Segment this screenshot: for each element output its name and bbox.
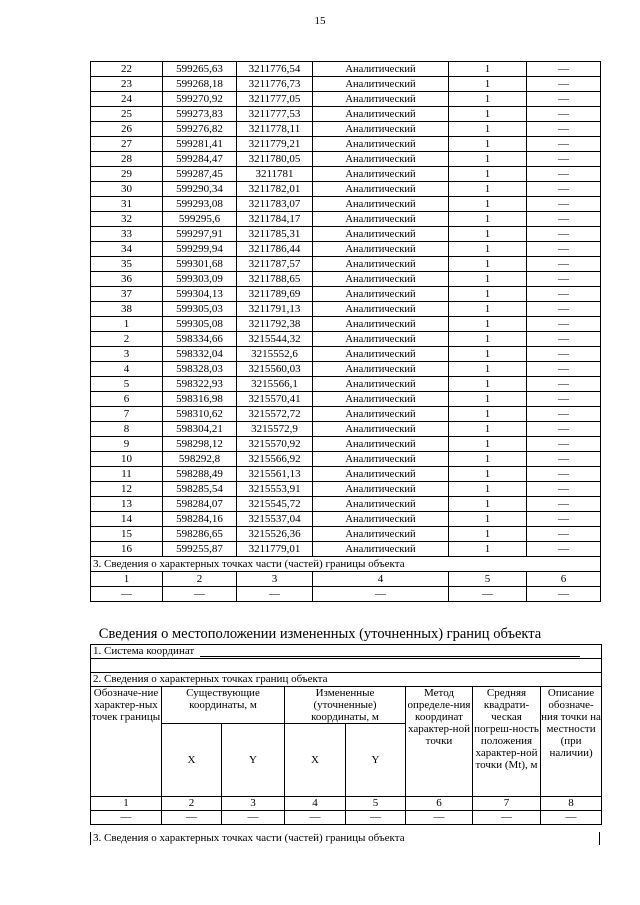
method-cell: Аналитический bbox=[313, 317, 449, 332]
description-cell: — bbox=[527, 167, 601, 182]
description-cell: — bbox=[527, 107, 601, 122]
column-number: 3 bbox=[237, 572, 313, 587]
point-number-cell: 15 bbox=[91, 527, 163, 542]
points-label-row bbox=[91, 673, 602, 687]
method-cell: Аналитический bbox=[313, 227, 449, 242]
coord-system-row bbox=[91, 645, 602, 659]
changed-x: X bbox=[285, 724, 346, 797]
table-row bbox=[91, 347, 601, 362]
point-number-cell: 5 bbox=[91, 377, 163, 392]
point-number-cell: 33 bbox=[91, 227, 163, 242]
dash-cell: — bbox=[237, 587, 313, 602]
description-cell: — bbox=[527, 272, 601, 287]
section3-row bbox=[91, 557, 601, 572]
table-row bbox=[91, 392, 601, 407]
point-number-cell: 9 bbox=[91, 437, 163, 452]
x-coord-cell: 599297,91 bbox=[163, 227, 237, 242]
x-coord-cell: 598332,04 bbox=[163, 347, 237, 362]
description-cell: — bbox=[527, 182, 601, 197]
x-coord-cell: 599284,47 bbox=[163, 152, 237, 167]
x-coord-cell: 598328,03 bbox=[163, 362, 237, 377]
point-number-cell: 35 bbox=[91, 257, 163, 272]
y-coord-cell: 3211785,31 bbox=[237, 227, 313, 242]
error-cell: 1 bbox=[449, 497, 527, 512]
point-number-cell: 26 bbox=[91, 122, 163, 137]
error-cell: 1 bbox=[449, 512, 527, 527]
description-cell: — bbox=[527, 452, 601, 467]
description-cell: — bbox=[527, 542, 601, 557]
y-coord-cell: 3211782,01 bbox=[237, 182, 313, 197]
y-coord-cell: 3211781 bbox=[237, 167, 313, 182]
method-cell: Аналитический bbox=[313, 437, 449, 452]
table-row bbox=[91, 482, 601, 497]
method-cell: Аналитический bbox=[313, 497, 449, 512]
point-number-cell: 7 bbox=[91, 407, 163, 422]
table-row bbox=[91, 227, 601, 242]
header-row-1 bbox=[91, 687, 602, 724]
method-cell: Аналитический bbox=[313, 212, 449, 227]
coord-system-underline bbox=[200, 645, 580, 657]
boundary-points-table bbox=[90, 61, 601, 602]
partial-points-label: 3. Сведения о характерных точках части (частей) границы объекта bbox=[90, 832, 600, 845]
x-coord-cell: 599295,6 bbox=[163, 212, 237, 227]
y-coord-cell: 3215566,1 bbox=[237, 377, 313, 392]
dash-cell: — bbox=[541, 811, 602, 825]
dash-cell: — bbox=[91, 587, 163, 602]
description-cell: — bbox=[527, 467, 601, 482]
x-coord-cell: 599304,13 bbox=[163, 287, 237, 302]
point-number-cell: 6 bbox=[91, 392, 163, 407]
col-changed: Измененные (уточненные) координаты, м bbox=[285, 687, 406, 724]
point-number-cell: 16 bbox=[91, 542, 163, 557]
x-coord-cell: 599290,34 bbox=[163, 182, 237, 197]
description-cell: — bbox=[527, 377, 601, 392]
method-cell: Аналитический bbox=[313, 302, 449, 317]
page-number: 15 bbox=[314, 15, 326, 27]
existing-x: X bbox=[162, 724, 222, 797]
error-cell: 1 bbox=[449, 542, 527, 557]
y-coord-cell: 3211788,65 bbox=[237, 272, 313, 287]
point-number-cell: 3 bbox=[91, 347, 163, 362]
col-designation: Обозначе-ние характер-ных точек границы bbox=[91, 687, 162, 797]
method-cell: Аналитический bbox=[313, 77, 449, 92]
description-cell: — bbox=[527, 227, 601, 242]
column-number: 2 bbox=[163, 572, 237, 587]
dash-cell: — bbox=[346, 811, 406, 825]
y-coord-cell: 3211778,11 bbox=[237, 122, 313, 137]
method-cell: Аналитический bbox=[313, 422, 449, 437]
x-coord-cell: 598322,93 bbox=[163, 377, 237, 392]
table-row bbox=[91, 92, 601, 107]
y-coord-cell: 3215537,04 bbox=[237, 512, 313, 527]
method-cell: Аналитический bbox=[313, 512, 449, 527]
method-cell: Аналитический bbox=[313, 122, 449, 137]
error-cell: 1 bbox=[449, 482, 527, 497]
error-cell: 1 bbox=[449, 212, 527, 227]
col-existing: Существующие координаты, м bbox=[162, 687, 285, 724]
point-number-cell: 12 bbox=[91, 482, 163, 497]
y-coord-cell: 3215570,41 bbox=[237, 392, 313, 407]
table-row bbox=[91, 437, 601, 452]
description-cell: — bbox=[527, 287, 601, 302]
error-cell: 1 bbox=[449, 242, 527, 257]
dash-cell: — bbox=[91, 811, 162, 825]
points-label: 2. Сведения о характерных точках границ объекта bbox=[91, 673, 602, 687]
column-number: 1 bbox=[91, 572, 163, 587]
error-cell: 1 bbox=[449, 377, 527, 392]
description-cell: — bbox=[527, 122, 601, 137]
column-number: 4 bbox=[313, 572, 449, 587]
description-cell: — bbox=[527, 362, 601, 377]
y-coord-cell: 3215560,03 bbox=[237, 362, 313, 377]
description-cell: — bbox=[527, 242, 601, 257]
error-cell: 1 bbox=[449, 407, 527, 422]
y-coord-cell: 3211776,73 bbox=[237, 77, 313, 92]
table-row bbox=[91, 77, 601, 92]
method-cell: Аналитический bbox=[313, 377, 449, 392]
point-number-cell: 14 bbox=[91, 512, 163, 527]
point-number-cell: 4 bbox=[91, 362, 163, 377]
column-number: 5 bbox=[346, 797, 406, 811]
section3-title: 3. Сведения о характерных точках части (частей) границы объекта bbox=[91, 557, 601, 572]
coord-system-label: 1. Система координат bbox=[93, 645, 195, 657]
x-coord-cell: 599255,87 bbox=[163, 542, 237, 557]
error-cell: 1 bbox=[449, 347, 527, 362]
method-cell: Аналитический bbox=[313, 137, 449, 152]
method-cell: Аналитический bbox=[313, 242, 449, 257]
column-number: 6 bbox=[527, 572, 601, 587]
x-coord-cell: 598284,16 bbox=[163, 512, 237, 527]
point-number-cell: 29 bbox=[91, 167, 163, 182]
table-row bbox=[91, 527, 601, 542]
description-cell: — bbox=[527, 407, 601, 422]
x-coord-cell: 598292,8 bbox=[163, 452, 237, 467]
point-number-cell: 22 bbox=[91, 62, 163, 77]
method-cell: Аналитический bbox=[313, 197, 449, 212]
table-row bbox=[91, 377, 601, 392]
point-number-cell: 1 bbox=[91, 317, 163, 332]
description-cell: — bbox=[527, 152, 601, 167]
y-coord-cell: 3215566,92 bbox=[237, 452, 313, 467]
error-cell: 1 bbox=[449, 332, 527, 347]
dash-cell: — bbox=[163, 587, 237, 602]
description-cell: — bbox=[527, 62, 601, 77]
numbering-row bbox=[91, 572, 601, 587]
x-coord-cell: 599273,83 bbox=[163, 107, 237, 122]
description-cell: — bbox=[527, 257, 601, 272]
point-number-cell: 36 bbox=[91, 272, 163, 287]
table-row bbox=[91, 317, 601, 332]
error-cell: 1 bbox=[449, 197, 527, 212]
col-description: Описание обозначе-ния точки на местности (при наличии) bbox=[541, 687, 602, 797]
description-cell: — bbox=[527, 422, 601, 437]
y-coord-cell: 3211787,57 bbox=[237, 257, 313, 272]
method-cell: Аналитический bbox=[313, 92, 449, 107]
error-cell: 1 bbox=[449, 122, 527, 137]
column-number: 6 bbox=[406, 797, 473, 811]
dash-row bbox=[91, 811, 602, 825]
x-coord-cell: 599305,03 bbox=[163, 302, 237, 317]
x-coord-cell: 598288,49 bbox=[163, 467, 237, 482]
point-number-cell: 31 bbox=[91, 197, 163, 212]
section-heading: Сведения о местоположении измененных (уточненных) границ объекта bbox=[98, 626, 542, 642]
table-row bbox=[91, 407, 601, 422]
column-number: 3 bbox=[222, 797, 285, 811]
y-coord-cell: 3215545,72 bbox=[237, 497, 313, 512]
error-cell: 1 bbox=[449, 137, 527, 152]
point-number-cell: 2 bbox=[91, 332, 163, 347]
point-number-cell: 34 bbox=[91, 242, 163, 257]
table-row bbox=[91, 302, 601, 317]
y-coord-cell: 3215572,9 bbox=[237, 422, 313, 437]
table-row bbox=[91, 242, 601, 257]
error-cell: 1 bbox=[449, 452, 527, 467]
dash-cell: — bbox=[406, 811, 473, 825]
point-number-cell: 37 bbox=[91, 287, 163, 302]
column-number: 1 bbox=[91, 797, 162, 811]
x-coord-cell: 598286,65 bbox=[163, 527, 237, 542]
method-cell: Аналитический bbox=[313, 542, 449, 557]
table-row bbox=[91, 287, 601, 302]
error-cell: 1 bbox=[449, 362, 527, 377]
y-coord-cell: 3215544,32 bbox=[237, 332, 313, 347]
x-coord-cell: 598298,12 bbox=[163, 437, 237, 452]
error-cell: 1 bbox=[449, 287, 527, 302]
point-number-cell: 25 bbox=[91, 107, 163, 122]
table-row bbox=[91, 362, 601, 377]
point-number-cell: 13 bbox=[91, 497, 163, 512]
dash-cell: — bbox=[313, 587, 449, 602]
method-cell: Аналитический bbox=[313, 347, 449, 362]
y-coord-cell: 3215572,72 bbox=[237, 407, 313, 422]
y-coord-cell: 3211779,01 bbox=[237, 542, 313, 557]
error-cell: 1 bbox=[449, 62, 527, 77]
x-coord-cell: 598304,21 bbox=[163, 422, 237, 437]
description-cell: — bbox=[527, 512, 601, 527]
y-coord-cell: 3211776,54 bbox=[237, 62, 313, 77]
point-number-cell: 23 bbox=[91, 77, 163, 92]
point-number-cell: 24 bbox=[91, 92, 163, 107]
table-row bbox=[91, 257, 601, 272]
description-cell: — bbox=[527, 482, 601, 497]
y-coord-cell: 3215553,91 bbox=[237, 482, 313, 497]
method-cell: Аналитический bbox=[313, 407, 449, 422]
table-row bbox=[91, 137, 601, 152]
description-cell: — bbox=[527, 497, 601, 512]
method-cell: Аналитический bbox=[313, 287, 449, 302]
description-cell: — bbox=[527, 347, 601, 362]
changed-boundaries-table bbox=[90, 644, 602, 825]
table-row bbox=[91, 542, 601, 557]
method-cell: Аналитический bbox=[313, 272, 449, 287]
point-number-cell: 8 bbox=[91, 422, 163, 437]
description-cell: — bbox=[527, 197, 601, 212]
x-coord-cell: 599293,08 bbox=[163, 197, 237, 212]
y-coord-cell: 3211786,44 bbox=[237, 242, 313, 257]
point-number-cell: 30 bbox=[91, 182, 163, 197]
error-cell: 1 bbox=[449, 467, 527, 482]
y-coord-cell: 3211792,38 bbox=[237, 317, 313, 332]
point-number-cell: 28 bbox=[91, 152, 163, 167]
error-cell: 1 bbox=[449, 107, 527, 122]
method-cell: Аналитический bbox=[313, 332, 449, 347]
dash-cell: — bbox=[285, 811, 346, 825]
method-cell: Аналитический bbox=[313, 467, 449, 482]
y-coord-cell: 3211777,05 bbox=[237, 92, 313, 107]
table-row bbox=[91, 152, 601, 167]
error-cell: 1 bbox=[449, 182, 527, 197]
error-cell: 1 bbox=[449, 77, 527, 92]
column-number: 5 bbox=[449, 572, 527, 587]
description-cell: — bbox=[527, 437, 601, 452]
description-cell: — bbox=[527, 92, 601, 107]
y-coord-cell: 3211779,21 bbox=[237, 137, 313, 152]
x-coord-cell: 599265,63 bbox=[163, 62, 237, 77]
error-cell: 1 bbox=[449, 152, 527, 167]
col-method: Метод определе-ния координат характер-ной точки bbox=[406, 687, 473, 797]
method-cell: Аналитический bbox=[313, 452, 449, 467]
table-row bbox=[91, 452, 601, 467]
error-cell: 1 bbox=[449, 257, 527, 272]
point-number-cell: 38 bbox=[91, 302, 163, 317]
table-row bbox=[91, 497, 601, 512]
y-coord-cell: 3211783,07 bbox=[237, 197, 313, 212]
dash-cell: — bbox=[449, 587, 527, 602]
point-number-cell: 10 bbox=[91, 452, 163, 467]
x-coord-cell: 598310,62 bbox=[163, 407, 237, 422]
column-number: 7 bbox=[473, 797, 541, 811]
y-coord-cell: 3211791,13 bbox=[237, 302, 313, 317]
x-coord-cell: 599281,41 bbox=[163, 137, 237, 152]
method-cell: Аналитический bbox=[313, 167, 449, 182]
error-cell: 1 bbox=[449, 92, 527, 107]
x-coord-cell: 599305,08 bbox=[163, 317, 237, 332]
y-coord-cell: 3211777,53 bbox=[237, 107, 313, 122]
method-cell: Аналитический bbox=[313, 107, 449, 122]
table-row bbox=[91, 62, 601, 77]
method-cell: Аналитический bbox=[313, 527, 449, 542]
method-cell: Аналитический bbox=[313, 482, 449, 497]
error-cell: 1 bbox=[449, 167, 527, 182]
description-cell: — bbox=[527, 527, 601, 542]
dash-cell: — bbox=[162, 811, 222, 825]
y-coord-cell: 3215561,13 bbox=[237, 467, 313, 482]
x-coord-cell: 598316,98 bbox=[163, 392, 237, 407]
blank-row bbox=[91, 659, 602, 673]
x-coord-cell: 598284,07 bbox=[163, 497, 237, 512]
error-cell: 1 bbox=[449, 317, 527, 332]
point-number-cell: 11 bbox=[91, 467, 163, 482]
method-cell: Аналитический bbox=[313, 257, 449, 272]
error-cell: 1 bbox=[449, 227, 527, 242]
description-cell: — bbox=[527, 77, 601, 92]
description-cell: — bbox=[527, 302, 601, 317]
y-coord-cell: 3215526,36 bbox=[237, 527, 313, 542]
table-row bbox=[91, 167, 601, 182]
dash-cell: — bbox=[222, 811, 285, 825]
method-cell: Аналитический bbox=[313, 392, 449, 407]
method-cell: Аналитический bbox=[313, 62, 449, 77]
dash-cell: — bbox=[473, 811, 541, 825]
x-coord-cell: 599276,82 bbox=[163, 122, 237, 137]
existing-y: Y bbox=[222, 724, 285, 797]
table-row bbox=[91, 197, 601, 212]
y-coord-cell: 3211784,17 bbox=[237, 212, 313, 227]
table-row bbox=[91, 332, 601, 347]
x-coord-cell: 598285,54 bbox=[163, 482, 237, 497]
col-error: Средняя квадрати-ческая погреш-ность положения характер-ной точки (Mt), м bbox=[473, 687, 541, 797]
error-cell: 1 bbox=[449, 527, 527, 542]
method-cell: Аналитический bbox=[313, 362, 449, 377]
x-coord-cell: 599301,68 bbox=[163, 257, 237, 272]
x-coord-cell: 599287,45 bbox=[163, 167, 237, 182]
numbering-row bbox=[91, 797, 602, 811]
error-cell: 1 bbox=[449, 422, 527, 437]
x-coord-cell: 599270,92 bbox=[163, 92, 237, 107]
changed-y: Y bbox=[346, 724, 406, 797]
column-number: 2 bbox=[162, 797, 222, 811]
description-cell: — bbox=[527, 212, 601, 227]
point-number-cell: 32 bbox=[91, 212, 163, 227]
x-coord-cell: 599299,94 bbox=[163, 242, 237, 257]
method-cell: Аналитический bbox=[313, 182, 449, 197]
table-row bbox=[91, 107, 601, 122]
error-cell: 1 bbox=[449, 437, 527, 452]
column-number: 8 bbox=[541, 797, 602, 811]
x-coord-cell: 599303,09 bbox=[163, 272, 237, 287]
error-cell: 1 bbox=[449, 272, 527, 287]
x-coord-cell: 599268,18 bbox=[163, 77, 237, 92]
table-row bbox=[91, 272, 601, 287]
description-cell: — bbox=[527, 332, 601, 347]
method-cell: Аналитический bbox=[313, 152, 449, 167]
y-coord-cell: 3211789,69 bbox=[237, 287, 313, 302]
table-row bbox=[91, 212, 601, 227]
y-coord-cell: 3215570,92 bbox=[237, 437, 313, 452]
table-row bbox=[91, 467, 601, 482]
description-cell: — bbox=[527, 317, 601, 332]
description-cell: — bbox=[527, 392, 601, 407]
table-row bbox=[91, 182, 601, 197]
y-coord-cell: 3211780,05 bbox=[237, 152, 313, 167]
error-cell: 1 bbox=[449, 302, 527, 317]
error-cell: 1 bbox=[449, 392, 527, 407]
table-row bbox=[91, 122, 601, 137]
table-row bbox=[91, 512, 601, 527]
dash-row bbox=[91, 587, 601, 602]
column-number: 4 bbox=[285, 797, 346, 811]
y-coord-cell: 3215552,6 bbox=[237, 347, 313, 362]
x-coord-cell: 598334,66 bbox=[163, 332, 237, 347]
table-row bbox=[91, 422, 601, 437]
description-cell: — bbox=[527, 137, 601, 152]
point-number-cell: 27 bbox=[91, 137, 163, 152]
dash-cell: — bbox=[527, 587, 601, 602]
